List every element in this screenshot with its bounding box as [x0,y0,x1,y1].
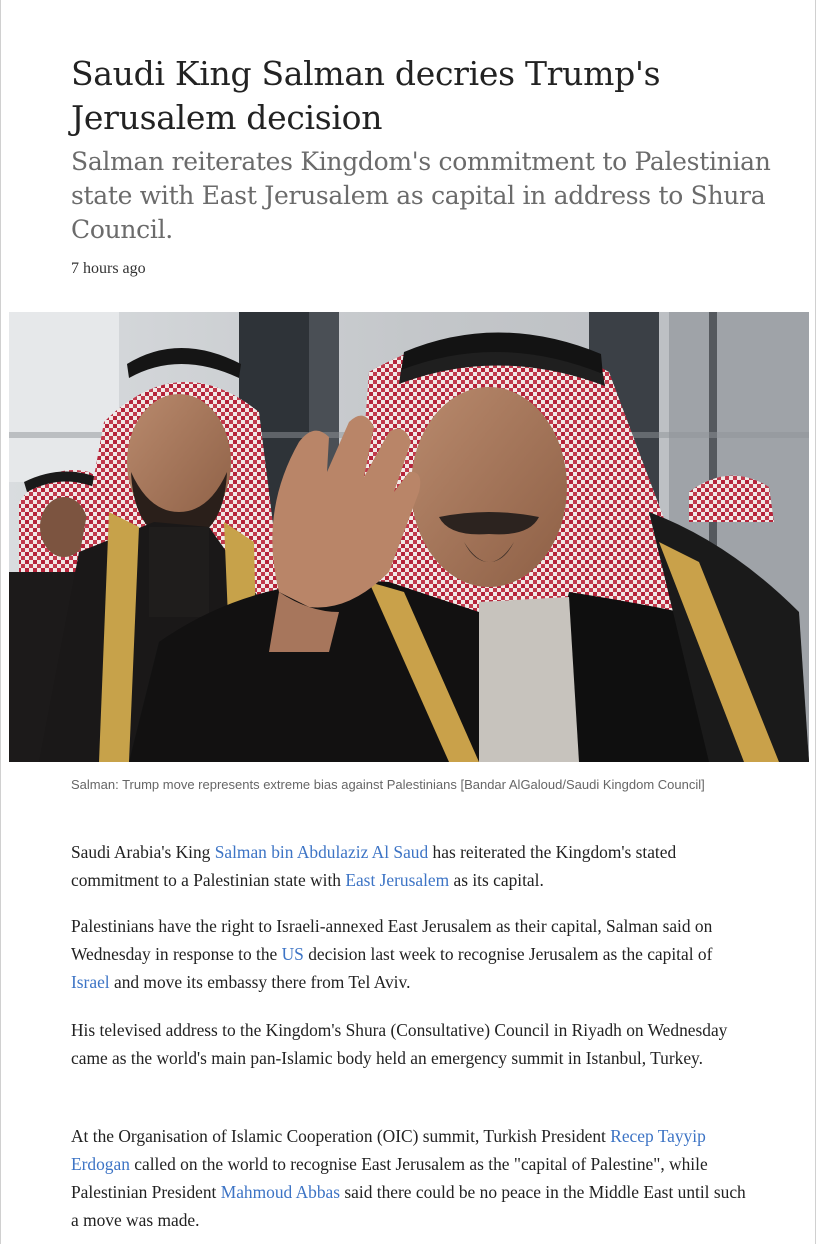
link-salman-bin-abdulaziz[interactable]: Salman bin Abdulaziz Al Saud [214,842,429,862]
hero-photo [9,312,809,762]
paragraph-text: Palestinians have the right to Israeli-annexed East Jerusalem as their capital, Salman said on Wednesday in response to the [71,916,713,964]
link-mahmoud-abbas[interactable]: Mahmoud Abbas [220,1182,341,1202]
paragraph-text: as its capital. [449,870,544,890]
article-headline: Saudi King Salman decries Trump's Jerusalem decision [71,54,661,137]
paragraph-text: called on the world to recognise East Jerusalem as the "capital of Palestine", while Palestinian President [71,1154,708,1202]
paragraph-text: said there could be no peace in the Middle East until such a move was made. [71,1182,746,1230]
paragraph-text: has reiterated the Kingdom's stated commitment to a Palestinian state with [71,842,677,890]
paragraph-text: At the Organisation of Islamic Cooperation (OIC) summit, Turkish President [71,1126,611,1146]
link-east-jerusalem[interactable]: East Jerusalem [345,870,450,890]
article-subheadline: Salman reiterates Kingdom's commitment to Palestinian state with East Jerusalem as capital in address to Shura Council. [71,147,771,244]
link-israel[interactable]: Israel [71,972,110,992]
paragraph-text: His televised address to the Kingdom's Shura (Consultative) Council in Riyadh on Wednesday came as the world's main pan-Islamic body held an emergency summit in Istanbul, Turkey. [71,1020,728,1068]
body-paragraph-3 [71,1016,751,1072]
link-us[interactable]: US [281,944,304,964]
body-paragraph-4 [71,1122,751,1234]
article-timestamp: 7 hours ago [71,260,146,277]
paragraph-text: Saudi Arabia's King [71,842,215,862]
body-paragraph-1 [71,838,751,894]
image-caption: Salman: Trump move represents extreme bias against Palestinians [Bandar AlGaloud/Saudi Kingdom Council] [71,777,705,792]
paragraph-text: and move its embassy there from Tel Aviv. [109,972,411,992]
body-paragraph-2 [71,912,751,996]
paragraph-text: decision last week to recognise Jerusalem as the capital of [303,944,713,964]
link-recep-tayyip-erdogan[interactable]: Recep Tayyip Erdogan [71,1126,706,1174]
page-border-left [0,0,1,1244]
